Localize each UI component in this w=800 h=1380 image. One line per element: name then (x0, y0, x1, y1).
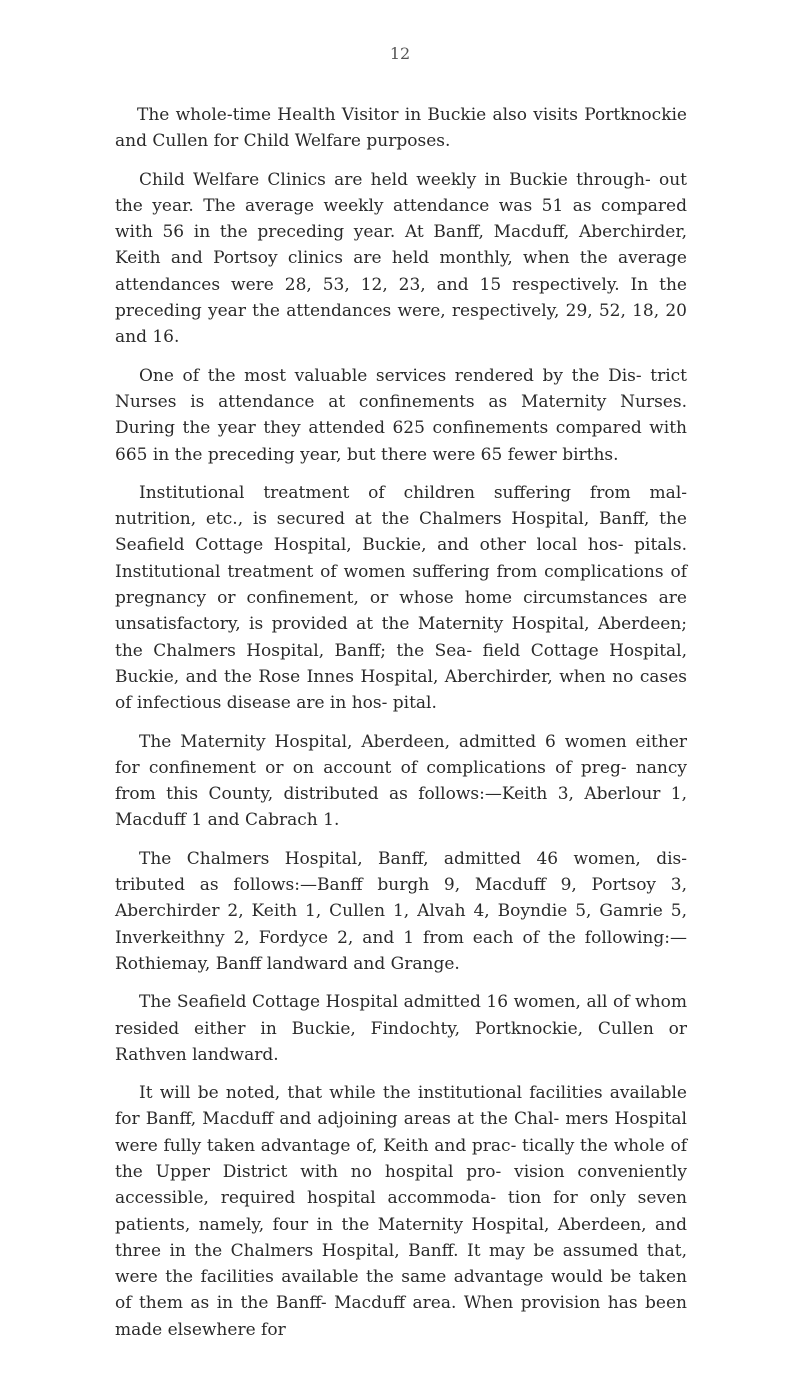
paragraph-child-welfare-clinics: Child Welfare Clinics are held weekly in Buckie through- out the year. The average weekly attendance was 51 as compared with 56 in the preceding year. At Banff, Macduff, Aberchirder, Keith and Portsoy clinics are held monthly, when the average attendances were 28, 53, 12, 23, and 15 respectively. In the preceding year the attendances were, respectively, 29, 52, 18, 20 and 16. (115, 169, 687, 348)
paragraph-maternity-hospital-aberdeen: The Maternity Hospital, Aberdeen, admitted 6 women either for confinement or on account of complications of preg- nancy from this County, distributed as follows:—Keith 3, Aberlour 1, Macduff 1 and Cabrach 1. (115, 731, 687, 831)
body-text (115, 102, 687, 1355)
paragraph-health-visitor: The whole-time Health Visitor in Buckie also visits Portknockie and Cullen for Child Welfare purposes. (115, 105, 687, 152)
paragraph-seafield-cottage-hospital: The Seafield Cottage Hospital admitted 16 women, all of whom resided either in Buckie, Findochty, Portknockie, Cullen or Rathven landward. (115, 992, 687, 1065)
page-number: 12 (389, 44, 411, 63)
paragraph-chalmers-hospital-banff: The Chalmers Hospital, Banff, admitted 46 women, dis- tributed as follows:—Banff burgh 9, Macduff 9, Portsoy 3, Aberchirder 2, Keith 1, Cullen 1, Alvah 4, Boyndie 5, Gamrie 5, Inverkeithny 2, Fordyce 2, and 1 from each of the following:—Rothiemay, Banff landward and Grange. (115, 848, 687, 974)
paragraph-district-nurses: One of the most valuable services rendered by the Dis- trict Nurses is attendance at confinements as Maternity Nurses. During the year they attended 625 confinements compared with 665 in the preceding year, but there were 65 fewer births. (115, 365, 687, 465)
paragraph-institutional-facilities: It will be noted, that while the institutional facilities available for Banff, Macduff and adjoining areas at the Chal- mers Hospital were fully taken advantage of, Keith and prac- tically the whole of the Upper District with no hospital pro- vision conveniently accessible, required hospital accommoda- tion for only seven patients, namely, four in the Maternity Hospital, Aberdeen, and three in the Chalmers Hospital, Banff. It may be assumed that, were the facilities available the same advantage would be taken of them as in the Banff- Macduff area. When provision has been made elsewhere for (115, 1083, 687, 1340)
paragraph-institutional-treatment: Institutional treatment of children suffering from mal- nutrition, etc., is secured at the Chalmers Hospital, Banff, the Seafield Cottage Hospital, Buckie, and other local hos- pitals. Institutional treatment of women suffering from complications of pregnancy or confinement, or whose home circumstances are unsatisfactory, is provided at the Maternity Hospital, Aberdeen; the Chalmers Hospital, Banff; the Sea- field Cottage Hospital, Buckie, and the Rose Innes Hospital, Aberchirder, when no cases of infectious disease are in hos- pital. (115, 482, 687, 714)
